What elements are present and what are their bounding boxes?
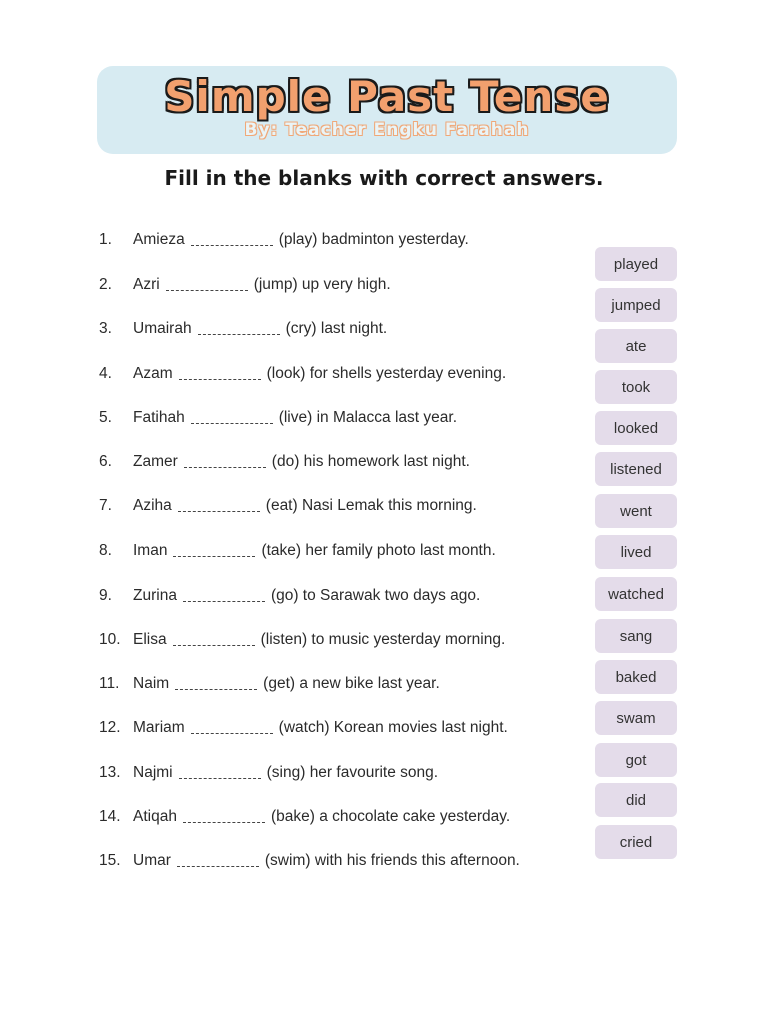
question-item [99, 719, 508, 743]
question-subject: Fatihah [133, 409, 185, 426]
question-text: (eat) Nasi Lemak this morning. [265, 497, 477, 514]
question-subject: Azri [133, 276, 160, 293]
word-chip[interactable]: ate [595, 329, 677, 363]
word-chip[interactable]: did [595, 783, 677, 817]
question-text: (listen) to music yesterday morning. [260, 631, 506, 648]
question-number: 10. [99, 631, 121, 648]
answer-blank[interactable] [173, 556, 255, 557]
word-chip[interactable]: swam [595, 701, 677, 735]
question-text: (do) his homework last night. [271, 453, 470, 470]
question-text: (watch) Korean movies last night. [278, 719, 508, 736]
answer-blank[interactable] [166, 290, 248, 291]
question-item [99, 276, 391, 300]
question-text: (look) for shells yesterday evening. [266, 365, 507, 382]
question-item [99, 542, 496, 566]
answer-blank[interactable] [177, 866, 259, 867]
question-text: (sing) her favourite song. [266, 764, 439, 781]
question-item [99, 808, 510, 832]
instruction-text: Fill in the blanks with correct answers. [164, 166, 604, 190]
question-item [99, 587, 480, 611]
word-chip[interactable]: sang [595, 619, 677, 653]
question-text: (go) to Sarawak two days ago. [270, 587, 481, 604]
question-number: 1. [99, 231, 112, 248]
question-number: 2. [99, 276, 112, 293]
question-subject: Umar [133, 852, 171, 869]
question-subject: Umairah [133, 320, 192, 337]
answer-blank[interactable] [191, 245, 273, 246]
question-text: (play) badminton yesterday. [278, 231, 469, 248]
word-chip[interactable]: played [595, 247, 677, 281]
question-subject: Mariam [133, 719, 185, 736]
answer-blank[interactable] [191, 423, 273, 424]
author-byline: By: Teacher Engku Farahah [244, 120, 530, 140]
question-subject: Amieza [133, 231, 185, 248]
word-chip[interactable]: looked [595, 411, 677, 445]
question-item [99, 675, 440, 699]
question-number: 12. [99, 719, 121, 736]
question-subject: Naim [133, 675, 170, 692]
question-text: (cry) last night. [285, 320, 388, 337]
question-item [99, 453, 470, 477]
question-item [99, 365, 506, 389]
question-item [99, 852, 520, 876]
word-chip[interactable]: watched [595, 577, 677, 611]
question-number: 6. [99, 453, 112, 470]
question-item [99, 231, 469, 255]
question-subject: Azam [133, 365, 173, 382]
question-number: 3. [99, 320, 112, 337]
question-item [99, 409, 457, 433]
word-chip[interactable]: baked [595, 660, 677, 694]
question-item [99, 764, 438, 788]
word-chip[interactable]: went [595, 494, 677, 528]
question-text: (live) in Malacca last year. [278, 409, 458, 426]
title-banner [97, 66, 677, 154]
question-number: 8. [99, 542, 112, 559]
question-text: (bake) a chocolate cake yesterday. [270, 808, 511, 825]
question-subject: Iman [133, 542, 168, 559]
question-number: 4. [99, 365, 112, 382]
worksheet-title: Simple Past Tense [164, 72, 610, 121]
word-chip[interactable]: listened [595, 452, 677, 486]
answer-blank[interactable] [178, 511, 260, 512]
question-subject: Zurina [133, 587, 177, 604]
question-text: (take) her family photo last month. [261, 542, 496, 559]
word-chip[interactable]: got [595, 743, 677, 777]
question-number: 9. [99, 587, 112, 604]
question-item [99, 320, 387, 344]
answer-blank[interactable] [179, 778, 261, 779]
question-subject: Zamer [133, 453, 178, 470]
word-chip[interactable]: lived [595, 535, 677, 569]
question-subject: Elisa [133, 631, 167, 648]
answer-blank[interactable] [183, 601, 265, 602]
question-number: 15. [99, 852, 121, 869]
answer-blank[interactable] [173, 645, 255, 646]
answer-blank[interactable] [183, 822, 265, 823]
word-chip[interactable]: jumped [595, 288, 677, 322]
question-subject: Atiqah [133, 808, 177, 825]
answer-blank[interactable] [191, 733, 273, 734]
question-number: 13. [99, 764, 121, 781]
question-subject: Najmi [133, 764, 173, 781]
word-chip[interactable]: cried [595, 825, 677, 859]
question-number: 5. [99, 409, 112, 426]
word-chip[interactable]: took [595, 370, 677, 404]
question-number: 7. [99, 497, 112, 514]
question-number: 14. [99, 808, 121, 825]
question-text: (get) a new bike last year. [263, 675, 440, 692]
question-text: (jump) up very high. [253, 276, 391, 293]
answer-blank[interactable] [198, 334, 280, 335]
question-subject: Aziha [133, 497, 172, 514]
answer-blank[interactable] [175, 689, 257, 690]
answer-blank[interactable] [179, 379, 261, 380]
question-item [99, 631, 505, 655]
question-text: (swim) with his friends this afternoon. [264, 852, 520, 869]
answer-blank[interactable] [184, 467, 266, 468]
question-item [99, 497, 477, 521]
question-number: 11. [99, 675, 120, 692]
